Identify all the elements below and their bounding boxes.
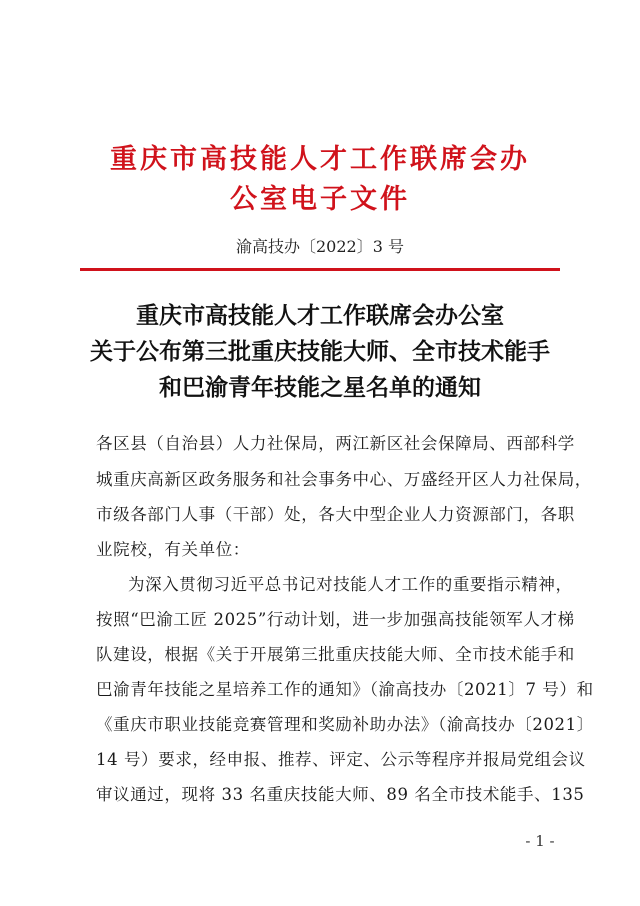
notice-title-line2: 关于公布第三批重庆技能大师、全市技术能手 [90, 339, 550, 365]
body-line-4: 业院校，有关单位： [96, 540, 250, 559]
body-line-1: 各区县（自治县）人力社保局，两江新区社会保障局、西部科学 [96, 434, 575, 453]
body-line-6: 按照“巴渝工匠 2025”行动计划，进一步加强高技能领军人才梯 [96, 610, 575, 629]
body-line-8: 巴渝青年技能之星培养工作的通知》（渝高技办〔2021〕7 号）和 [96, 680, 594, 699]
notice-title-line1: 重庆市高技能人才工作联席会办公室 [136, 303, 504, 329]
body-line-11: 审议通过，现将 33 名重庆技能大师、89 名全市技术能手、135 [96, 785, 585, 804]
header-title-line1: 重庆市高技能人才工作联席会办 [110, 144, 530, 175]
page-number: - 1 - [525, 832, 555, 850]
body-line-2: 城重庆高新区政务服务和社会事务中心、万盛经开区人力社保局， [96, 470, 592, 489]
body-line-3: 市级各部门人事（干部）处，各大中型企业人力资源部门，各职 [96, 505, 575, 524]
body-line-9: 《重庆市职业技能竞赛管理和奖励补助办法》（渝高技办〔2021〕 [96, 715, 594, 734]
document-number: 渝高技办〔2022〕3 号 [236, 237, 404, 256]
body-line-5: 为深入贯彻习近平总书记对技能人才工作的重要指示精神， [128, 575, 573, 594]
header-title-line2: 公室电子文件 [230, 184, 410, 215]
red-divider-line [80, 268, 560, 271]
body-line-10: 14 号）要求，经申报、推荐、评定、公示等程序并报局党组会议 [96, 750, 586, 769]
body-line-7: 队建设，根据《关于开展第三批重庆技能大师、全市技术能手和 [96, 645, 575, 664]
notice-title-line3: 和巴渝青年技能之星名单的通知 [159, 375, 481, 401]
